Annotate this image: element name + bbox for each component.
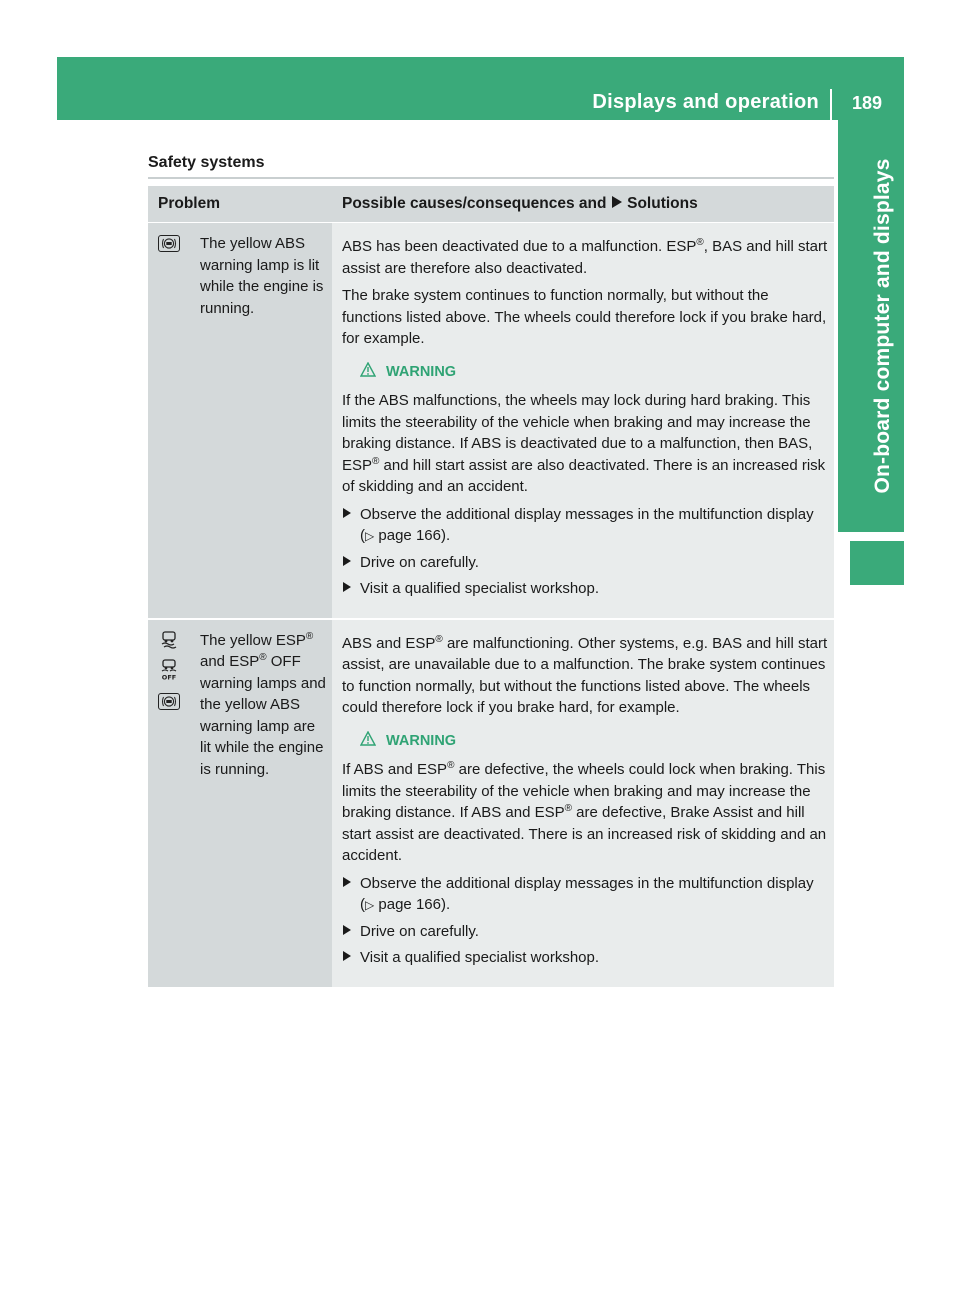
- warning-heading: [360, 731, 828, 754]
- problem-cell: [148, 223, 332, 618]
- side-tab: [838, 120, 904, 532]
- abs-warning-icon: [158, 235, 180, 252]
- side-tab-marker: [850, 541, 904, 585]
- instruction-step: [342, 504, 828, 548]
- header-bar: [57, 57, 904, 120]
- step-text: Visit a qualified specialist workshop.: [360, 949, 600, 966]
- section-divider: [148, 177, 834, 179]
- instruction-step: [342, 873, 828, 917]
- cause-paragraph: ABS has been deactivated due to a malfunction. ESP®, BAS and hill start assist are therefore also deactivated.: [342, 237, 828, 277]
- causes-cell: [332, 223, 834, 618]
- step-arrow-icon: [342, 578, 360, 601]
- instruction-step: [342, 552, 828, 575]
- section-title: Safety systems: [148, 154, 265, 171]
- cause-paragraph: The brake system continues to function normally, but without the functions listed above. The wheels could therefore lock if you brake hard, for example.: [342, 287, 827, 347]
- step-text: Drive on carefully.: [360, 553, 479, 571]
- problems-table: [148, 186, 834, 987]
- warning-label: WARNING: [386, 364, 457, 380]
- warning-heading: [360, 362, 828, 385]
- step-arrow-icon: [342, 921, 360, 944]
- step-text: Observe the additional display messages in the multifunction display (▷ page 166).: [360, 874, 814, 913]
- problem-text: The yellow ESP® and ESP® OFF warning lamps and the yellow ABS warning lamp are lit while the engine is running.: [200, 630, 326, 778]
- instruction-step: [342, 578, 828, 601]
- header-causes-label: Possible causes/consequences and: [342, 194, 607, 212]
- esp-off-warning-icon: [158, 659, 200, 688]
- page-number: 189: [851, 93, 882, 113]
- step-text: Observe the additional display messages in the multifunction display (▷ page 166).: [360, 505, 814, 544]
- step-arrow-icon: [342, 947, 360, 970]
- warning-label: WARNING: [386, 733, 457, 749]
- table-header-row: [148, 186, 834, 223]
- svg-text:OFF: OFF: [161, 673, 177, 681]
- header-divider: [830, 89, 832, 120]
- step-arrow-icon: [342, 504, 360, 548]
- warning-text: If the ABS malfunctions, the wheels may lock during hard braking. This limits the steerability of the vehicle when braking and may increase the braking distance. If ABS is deactivated due to a malfunction, then BAS, ESP® and hill start assist are also deactivated. There is an increased risk of skidding and an accident.: [342, 392, 826, 495]
- step-arrow-icon: [342, 552, 360, 575]
- cause-paragraph: ABS and ESP® are malfunctioning. Other systems, e.g. BAS and hill start assist, are unavailable due to a malfunction. The brake system continues to function normally, but without the functions listed above. The wheels could therefore lock if you brake hard, for example.: [342, 633, 828, 716]
- side-tab-label: On-board computer and displays: [871, 158, 894, 494]
- causes-cell: [332, 618, 834, 987]
- header-problem: Problem: [148, 186, 332, 223]
- step-text: Drive on carefully.: [360, 922, 479, 940]
- step-arrow-icon: [342, 873, 360, 917]
- table-row: [148, 223, 834, 618]
- warning-triangle-icon: [360, 362, 376, 385]
- warning-triangle-icon: [360, 731, 376, 754]
- header-causes: [332, 186, 834, 223]
- abs-warning-icon: [158, 693, 180, 710]
- step-text: Visit a qualified specialist workshop.: [360, 580, 600, 597]
- instruction-step: [342, 921, 828, 944]
- header-solutions-label: Solutions: [627, 194, 698, 212]
- table-row: [148, 618, 834, 987]
- problem-cell: [148, 618, 332, 987]
- instruction-step: [342, 947, 828, 970]
- esp-warning-icon: [158, 630, 200, 657]
- problem-text: The yellow ABS warning lamp is lit while the engine is running.: [200, 235, 324, 317]
- header-title: Displays and operation: [592, 91, 819, 113]
- arrow-right-icon: [611, 194, 623, 216]
- warning-text: If ABS and ESP® are defective, the wheels could lock when braking. This limits the steerability of the vehicle when braking and may increase the braking distance. If ABS and ESP® are defective, Brake Assist and hill start assist are deactivated. There is an increased risk of skidding and an accident.: [342, 760, 827, 864]
